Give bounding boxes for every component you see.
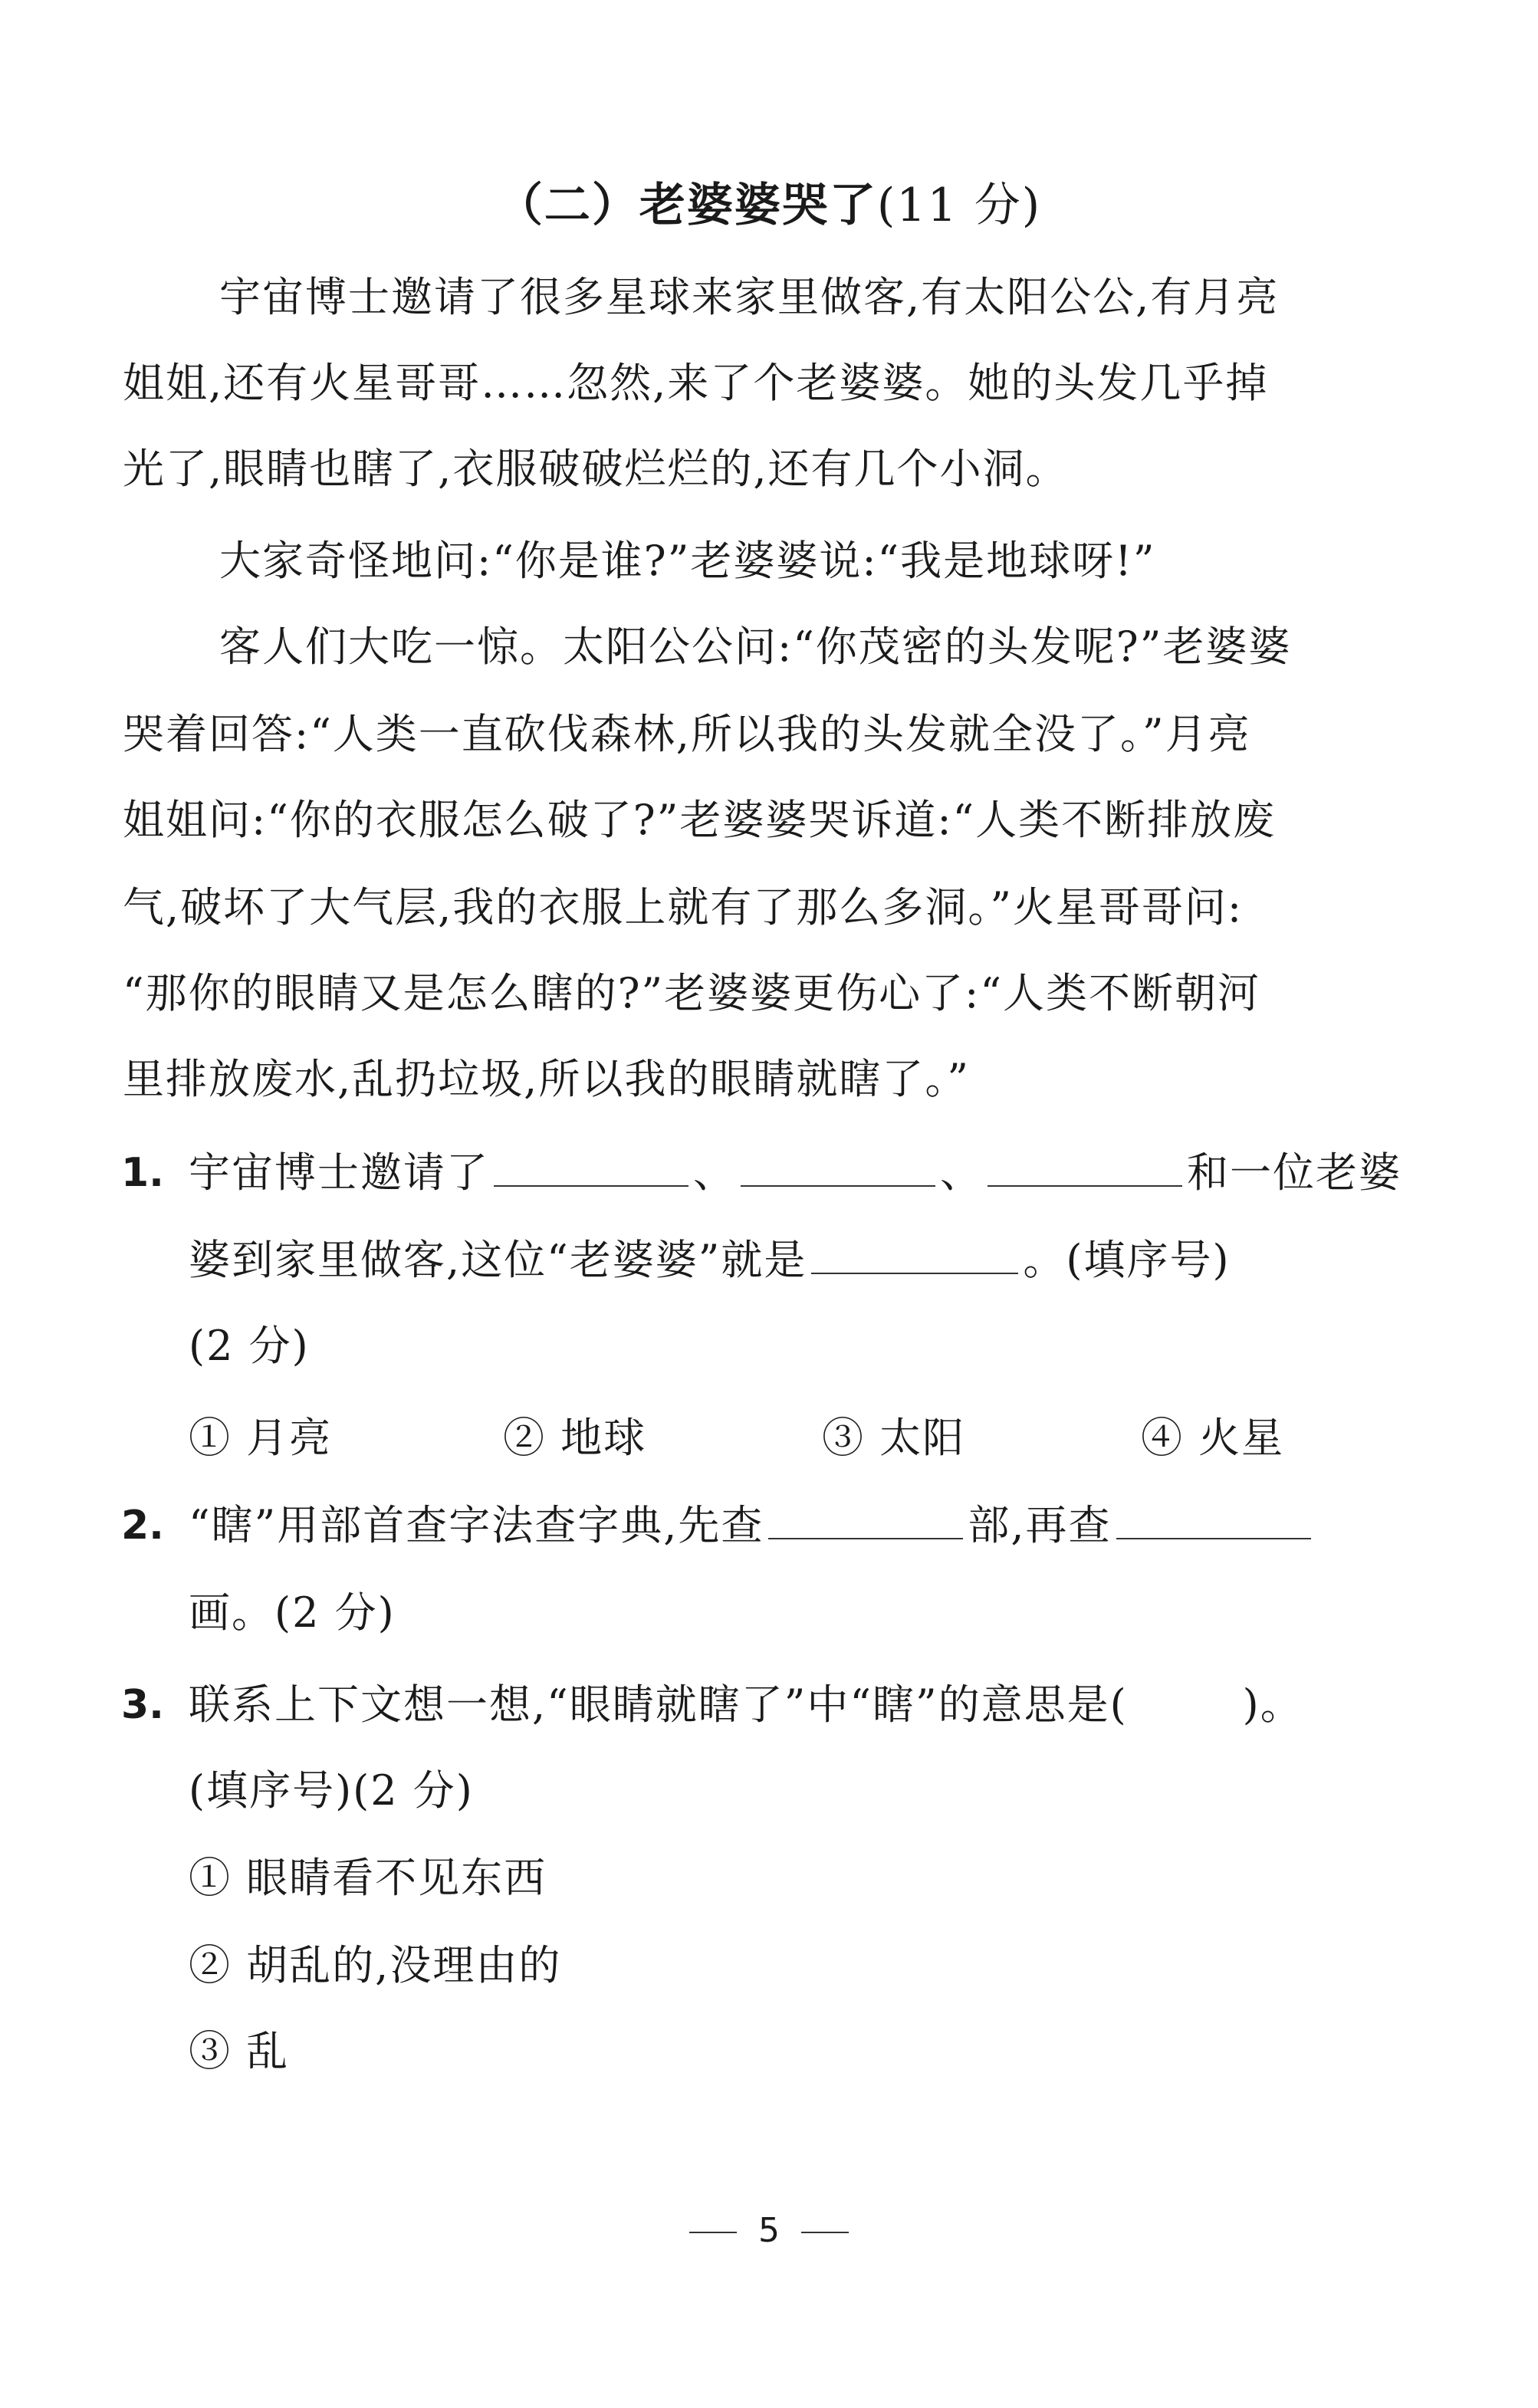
option-random: ② 胡乱的,没理由的 xyxy=(189,1941,562,1989)
question-3-text: )。 xyxy=(1242,1680,1303,1729)
passage-line: 光了,眼睛也瞎了,衣服破破烂烂的,还有几个小洞。 xyxy=(123,445,1069,493)
section-title-text: （二）老婆婆哭了 xyxy=(496,179,877,232)
answer-blank-1a[interactable] xyxy=(494,1142,688,1187)
footer-dash-right xyxy=(801,2232,849,2233)
question-1-text: 和一位老婆 xyxy=(1187,1148,1402,1197)
question-1-text: 宇宙博士邀请了 xyxy=(189,1148,489,1197)
question-1-score: (2 分) xyxy=(189,1322,310,1370)
passage-line: 气,破坏了大气层,我的衣服上就有了那么多洞。”火星哥哥问: xyxy=(123,883,1244,931)
question-1-line-1 xyxy=(189,1142,1402,1204)
question-2-line-2: 画。(2 分) xyxy=(189,1588,396,1637)
passage-line: 客人们大吃一惊。太阳公公问:“你茂密的头发呢?”老婆婆 xyxy=(219,623,1292,671)
passage-line: 宇宙博士邀请了很多星球来家里做客,有太阳公公,有月亮 xyxy=(219,273,1280,321)
passage-line: 大家奇怪地问:“你是谁?”老婆婆说:“我是地球呀!” xyxy=(219,537,1156,585)
answer-blank-1c[interactable] xyxy=(988,1142,1182,1187)
passage-line: 哭着回答:“人类一直砍伐森林,所以我的头发就全没了。”月亮 xyxy=(123,710,1251,758)
page-number: 5 xyxy=(758,2211,780,2250)
passage-line: “那你的眼睛又是怎么瞎的?”老婆婆更伤心了:“人类不断朝河 xyxy=(123,969,1260,1017)
option-moon: ① 月亮 xyxy=(189,1414,333,1462)
option-cannot-see: ① 眼睛看不见东西 xyxy=(189,1854,547,1902)
passage-line: 里排放废水,乱扔垃圾,所以我的眼睛就瞎了。” xyxy=(123,1055,970,1103)
answer-blank-1b[interactable] xyxy=(741,1142,935,1187)
question-number-1: 1. xyxy=(121,1150,164,1196)
passage-line: 姐姐,还有火星哥哥……忽然,来了个老婆婆。她的头发几乎掉 xyxy=(123,359,1269,407)
question-2-text: “瞎”用部首查字法查字典,先查 xyxy=(189,1501,764,1549)
passage-line: 姐姐问:“你的衣服怎么破了?”老婆婆哭诉道:“人类不断排放废 xyxy=(123,796,1277,844)
option-chaotic: ③ 乱 xyxy=(189,2027,290,2075)
question-3-line-2: (填序号)(2 分) xyxy=(189,1766,474,1815)
answer-blank-1d[interactable] xyxy=(811,1230,1018,1274)
question-2-text: 部,再查 xyxy=(968,1501,1112,1549)
question-number-3: 3. xyxy=(121,1682,164,1728)
footer-dash-left xyxy=(689,2232,737,2233)
question-1-text: 。(填序号) xyxy=(1023,1236,1231,1284)
section-title xyxy=(0,175,1538,236)
question-3-text: 联系上下文想一想,“眼睛就瞎了”中“瞎”的意思是( xyxy=(189,1680,1128,1729)
answer-blank-2a[interactable] xyxy=(768,1495,963,1539)
page-footer xyxy=(0,2208,1538,2254)
section-score: (11 分) xyxy=(876,179,1042,232)
question-number-2: 2. xyxy=(121,1503,164,1549)
separator: 、 xyxy=(693,1148,736,1197)
answer-blank-2b[interactable] xyxy=(1116,1495,1311,1539)
separator: 、 xyxy=(940,1148,983,1197)
question-3-line-1 xyxy=(189,1674,1303,1736)
question-2-line-1 xyxy=(189,1495,1316,1556)
option-earth: ② 地球 xyxy=(503,1414,647,1462)
question-1-line-2 xyxy=(189,1230,1231,1291)
option-sun: ③ 太阳 xyxy=(822,1414,966,1462)
question-1-text: 婆到家里做客,这位“老婆婆”就是 xyxy=(189,1236,807,1284)
option-mars: ④ 火星 xyxy=(1141,1414,1285,1462)
